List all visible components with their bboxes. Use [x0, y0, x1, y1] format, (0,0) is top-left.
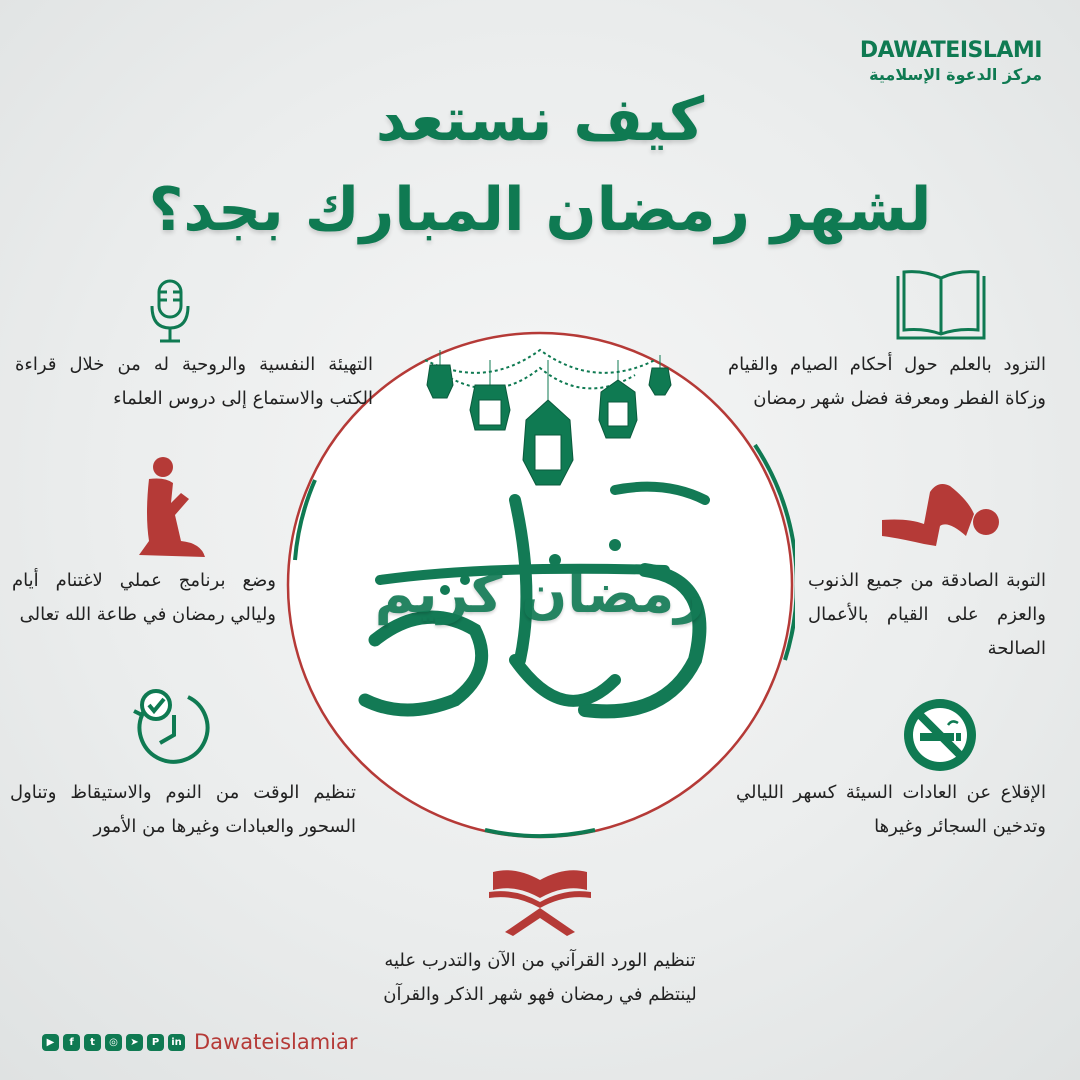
tip-program: وضع برنامج عملي لاغتنام أيام وليالي رمضان في طاعة الله تعالى: [12, 570, 276, 625]
tip-habits: الإقلاع عن العادات السيئة كسهر الليالي وتدخين السجائر وغيرها: [736, 782, 1046, 837]
quran-stand-icon: [485, 862, 595, 946]
youtube-icon[interactable]: ▶: [42, 1034, 59, 1051]
prostrating-person-icon: [878, 478, 1002, 552]
brand-logo: [860, 38, 1042, 84]
twitter-icon[interactable]: t: [84, 1034, 101, 1051]
social-footer: [42, 1030, 358, 1054]
social-handle[interactable]: Dawateislamiar: [194, 1030, 358, 1054]
tip-quran: تنظيم الورد القرآني من الآن والتدرب عليه لينتظم في رمضان فهو شهر الذكر والقرآن: [383, 950, 697, 1005]
no-smoking-icon: [900, 695, 980, 779]
clock-check-icon: [130, 685, 216, 775]
microphone-icon: [148, 278, 192, 348]
page-title-line1: كيف نستعد: [375, 85, 705, 155]
logo-text-ar: مركز الدعوة الإسلامية: [869, 65, 1042, 84]
telegram-icon[interactable]: ➤: [126, 1034, 143, 1051]
praying-person-icon: [135, 455, 209, 565]
tip-lectures: التهيئة النفسية والروحية له من خلال قراءة الكتب والاستماع إلى دروس العلماء: [15, 354, 373, 409]
logo-text-en: DAWATEISLAMI: [859, 38, 1042, 63]
tip-time: تنظيم الوقت من النوم والاستيقاظ وتناول السحور والعبادات وغيرها من الأمور: [10, 782, 356, 837]
linkedin-icon[interactable]: in: [168, 1034, 185, 1051]
page-title-line2: لشهر رمضان المبارك بجد؟: [148, 175, 932, 245]
pinterest-icon[interactable]: P: [147, 1034, 164, 1051]
ramadan-kareem-text: رمضان كريم: [374, 562, 706, 625]
instagram-icon[interactable]: ◎: [105, 1034, 122, 1051]
open-book-icon: [894, 268, 988, 348]
facebook-icon[interactable]: f: [63, 1034, 80, 1051]
tip-repentance: التوبة الصادقة من جميع الذنوب والعزم على القيام بالأعمال الصالحة: [808, 570, 1046, 659]
tip-knowledge: التزود بالعلم حول أحكام الصيام والقيام وزكاة الفطر ومعرفة فضل شهر رمضان: [728, 354, 1046, 409]
